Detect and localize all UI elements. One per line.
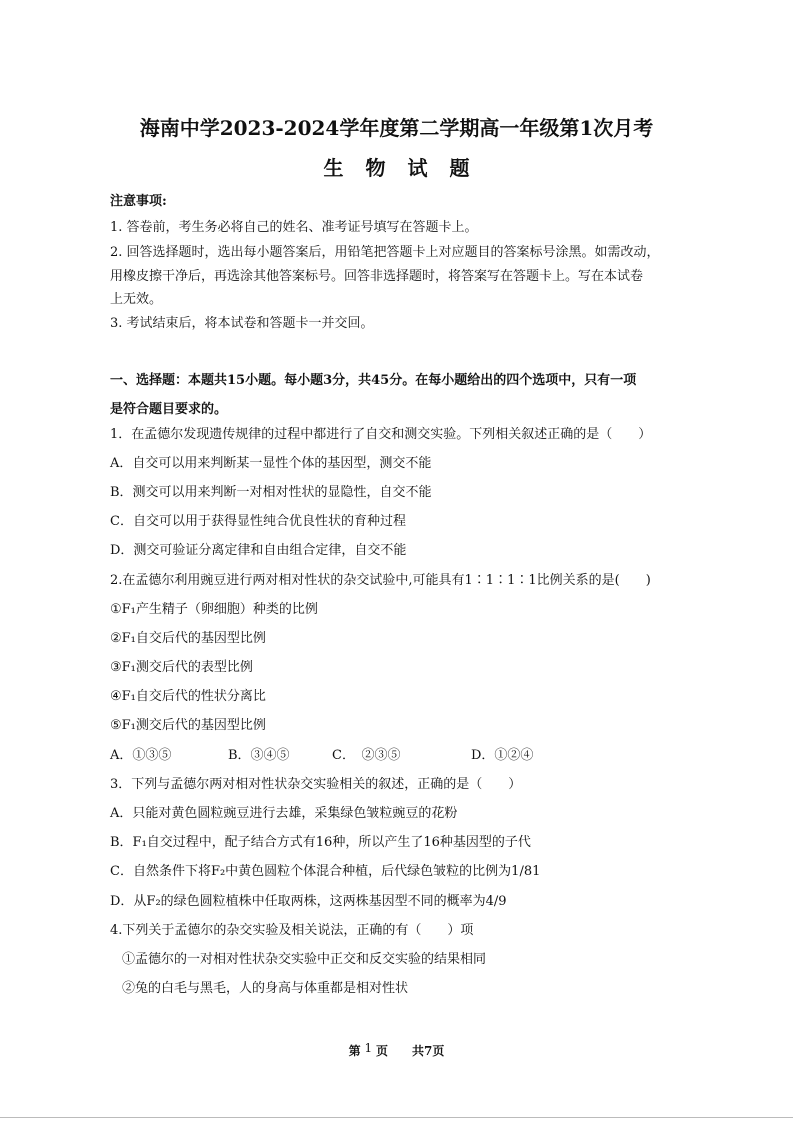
footer-total: 页 共7页 xyxy=(375,1044,445,1058)
question-1-option-d: D．测交可验证分离定律和自由组合定律，自交不能 xyxy=(110,543,407,558)
question-2-item: ④F₁自交后代的性状分离比 xyxy=(110,689,266,704)
question-1-stem: 1．在孟德尔发现遗传规律的过程中都进行了自交和测交实验。下列相关叙述正确的是（ ） xyxy=(110,427,652,442)
question-4-stem: 4.下列关于孟德尔的杂交实验及相关说法，正确的有（ ）项 xyxy=(110,923,474,938)
question-3-option-d: D．从F₂的绿色圆粒植株中任取两株，这两株基因型不同的概率为4/9 xyxy=(110,894,507,909)
notice-item: 2. 回答选择题时，选出每小题答案后，用铅笔把答题卡上对应题目的答案标号涂黑。如需改动， xyxy=(110,245,660,260)
question-1-option-c: C．自交可以用于获得显性纯合优良性状的育种过程 xyxy=(110,514,406,529)
question-2-option-b: B．③④⑤ xyxy=(228,748,290,763)
question-2-item: ⑤F₁测交后代的基因型比例 xyxy=(110,718,266,733)
page-footer xyxy=(0,1042,793,1059)
question-3-option-a: A．只能对黄色圆粒豌豆进行去雄，采集绿色皱粒豌豆的花粉 xyxy=(110,806,458,821)
page-number: 1 xyxy=(364,1041,373,1055)
exam-subject: 生物试题 xyxy=(323,156,492,180)
notice-heading: 注意事项: xyxy=(110,194,167,209)
question-2-stem: 2.在孟德尔利用豌豆进行两对相对性状的杂交试验中,可能具有1∶1∶1∶1比例关系的是( ) xyxy=(110,573,651,588)
question-2-option-d: D．①②④ xyxy=(471,748,534,763)
notice-item: 3. 考试结束后，将本试卷和答题卡一并交回。 xyxy=(110,316,374,331)
question-3-option-b: B．F₁自交过程中，配子结合方式有16种，所以产生了16种基因型的子代 xyxy=(110,835,531,850)
question-4-item: ①孟德尔的一对相对性状杂交实验中正交和反交实验的结果相同 xyxy=(122,952,487,967)
notice-item: 1. 答卷前，考生务必将自己的姓名、准考证号填写在答题卡上。 xyxy=(110,220,478,235)
section-heading: 一、选择题：本题共15小题。每小题3分，共45分。在每小题给出的四个选项中，只有一项 xyxy=(110,373,637,388)
question-3-stem: 3．下列与孟德尔两对相对性状杂交实验相关的叙述，正确的是（ ） xyxy=(110,777,522,792)
question-3-option-c: C．自然条件下将F₂中黄色圆粒个体混合种植，后代绿色皱粒的比例为1/81 xyxy=(110,864,541,879)
question-2-option-a: A．①③⑤ xyxy=(110,748,172,763)
question-1-option-b: B．测交可以用来判断一对相对性状的显隐性，自交不能 xyxy=(110,485,432,500)
section-heading-cont: 是符合题目要求的。 xyxy=(110,402,228,417)
question-4-item: ②兔的白毛与黑毛，人的身高与体重都是相对性状 xyxy=(122,981,409,996)
question-2-option-c: C． ②③⑤ xyxy=(332,748,401,763)
question-2-item: ①F₁产生精子（卵细胞）种类的比例 xyxy=(110,602,318,617)
exam-title: 海南中学2023-2024学年度第二学期高一年级第1次月考 xyxy=(139,116,654,140)
footer-prefix: 第 xyxy=(348,1044,361,1058)
page-divider xyxy=(0,1117,793,1118)
question-1-option-a: A．自交可以用来判断某一显性个体的基因型，测交不能 xyxy=(110,456,432,471)
notice-item: 用橡皮擦干净后，再选涂其他答案标号。回答非选择题时，将答案写在答题卡上。写在本试卷 xyxy=(110,269,644,284)
question-2-item: ②F₁自交后代的基因型比例 xyxy=(110,631,266,646)
notice-item: 上无效。 xyxy=(110,292,163,307)
question-2-item: ③F₁测交后代的表型比例 xyxy=(110,660,253,675)
